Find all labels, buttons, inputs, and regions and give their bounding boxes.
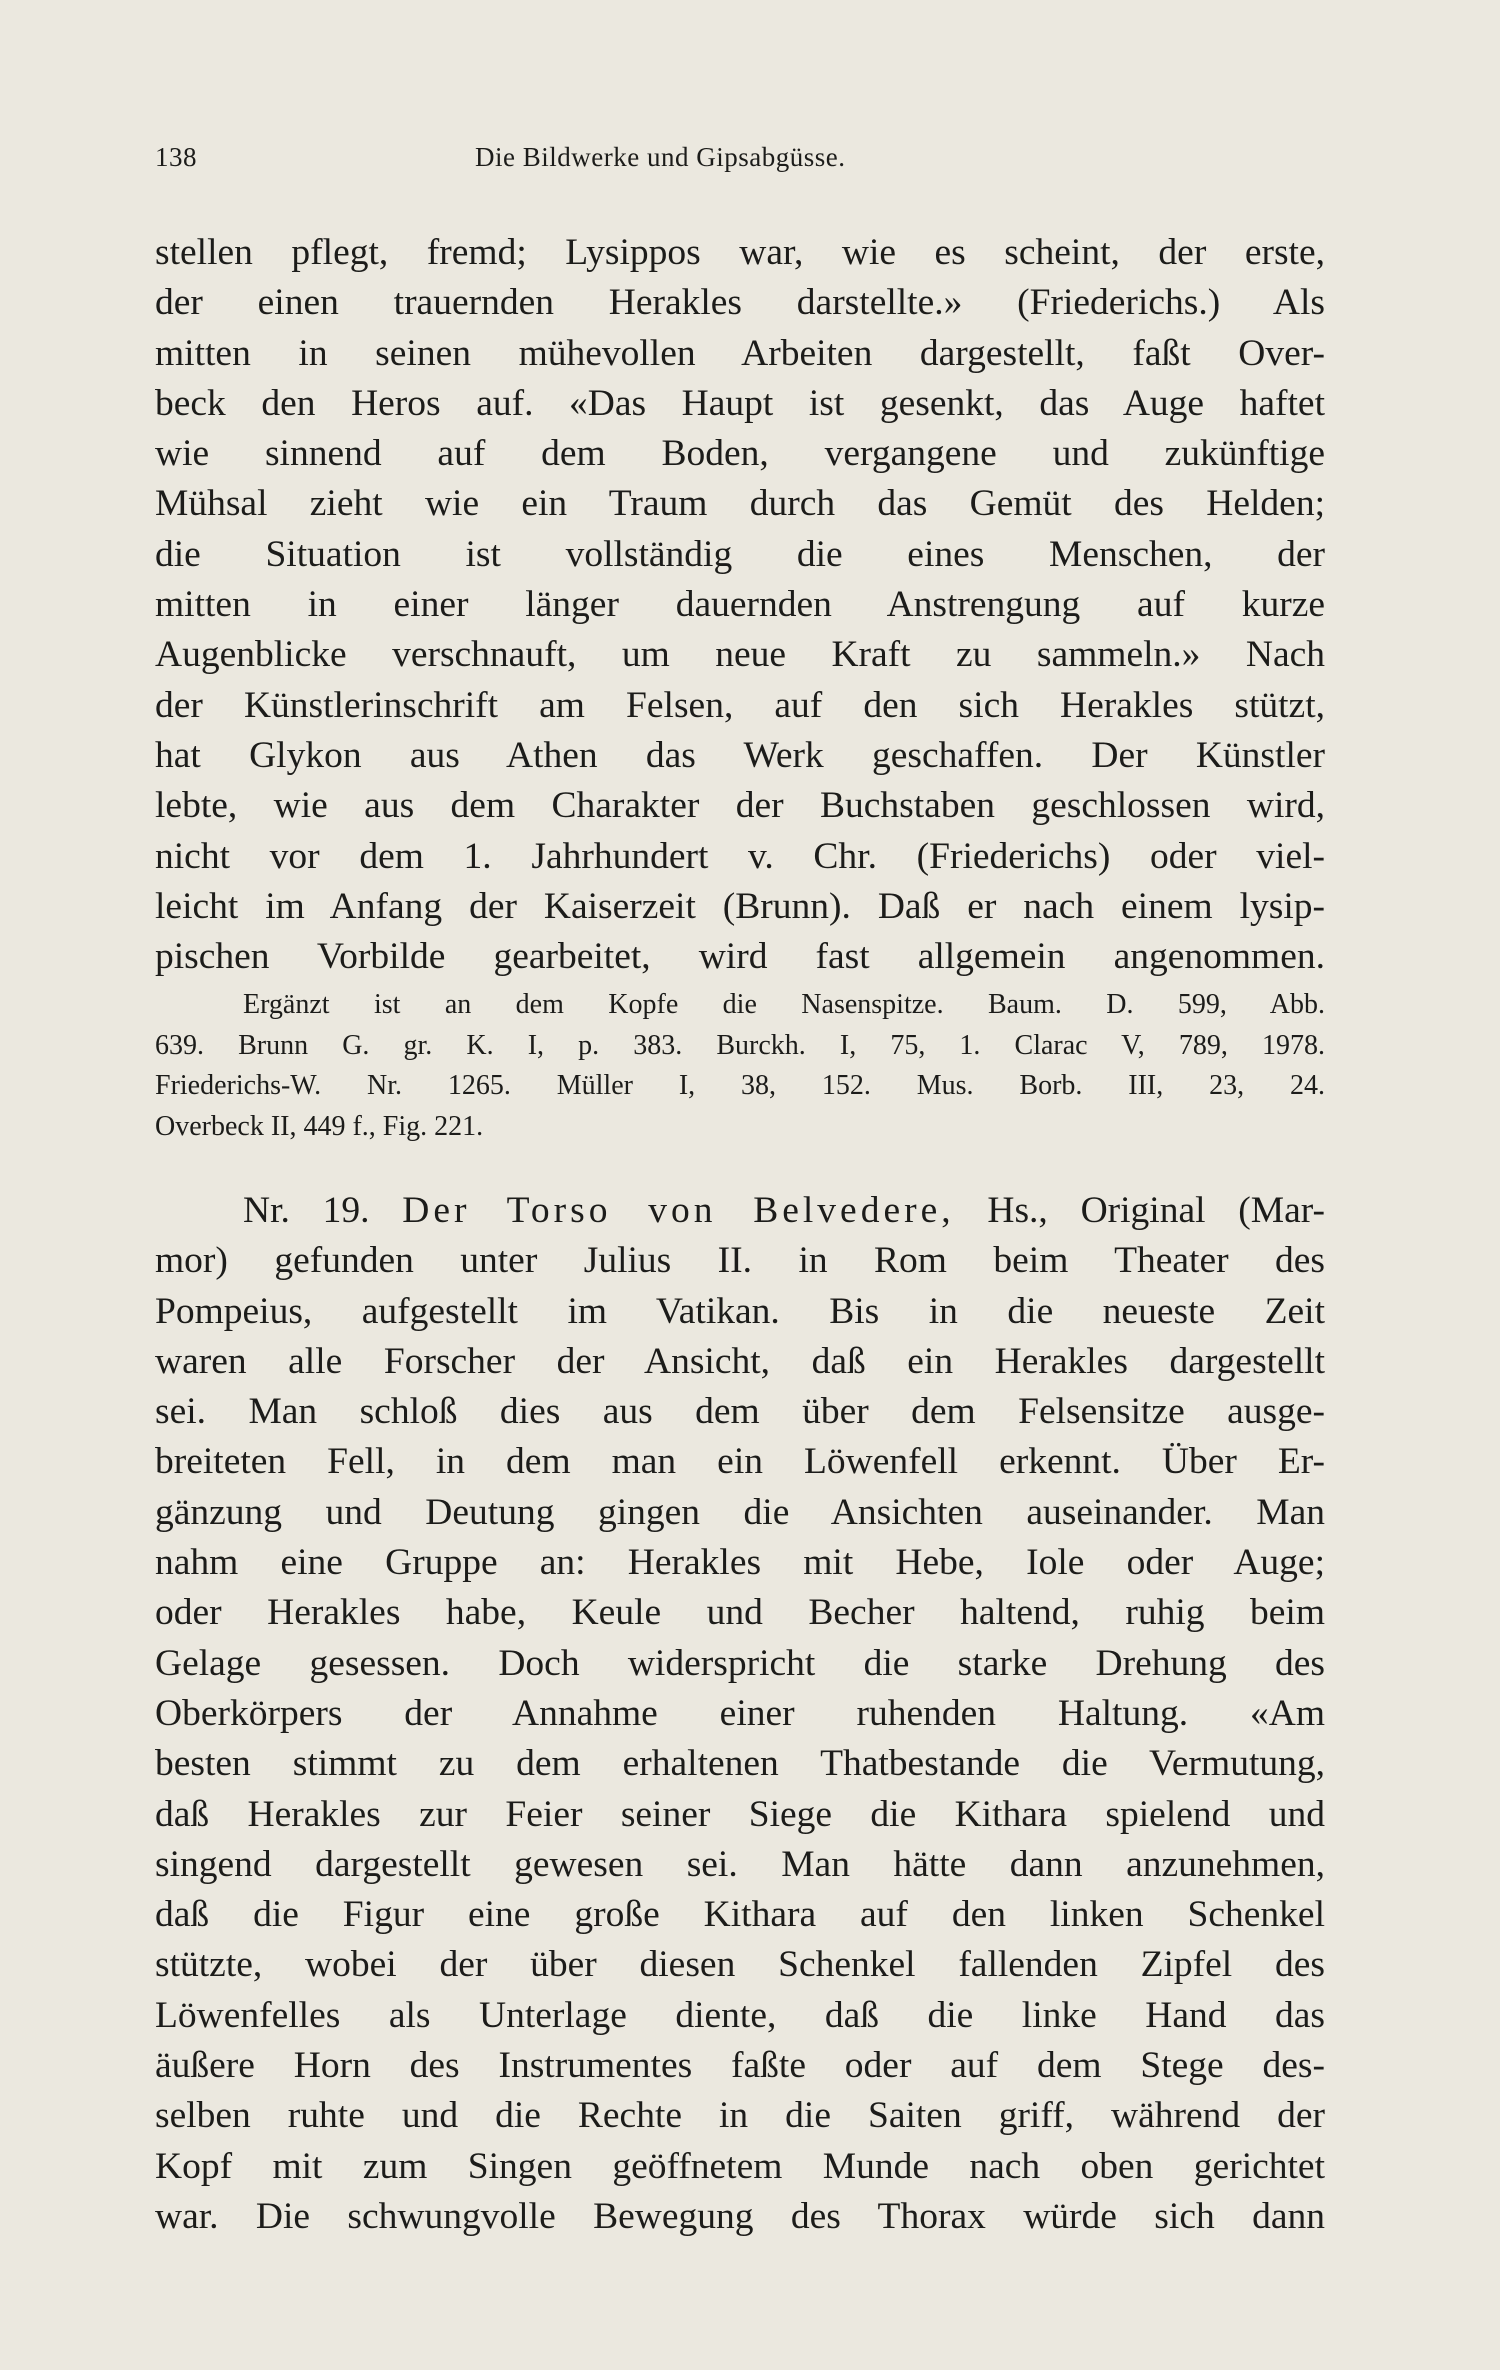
text-line: Augenblicke verschnauft, um neue Kraft zu sammeln.» Nach <box>155 634 1325 676</box>
reference-note <box>155 985 1325 1147</box>
running-title: Die Bildwerke und Gipsabgüsse. <box>475 142 846 172</box>
text-line: Kopf mit zum Singen geöffnetem Munde nach oben gerichtet <box>155 2145 1325 2187</box>
note-line: Friederichs-W. Nr. 1265. Müller I, 38, 152. Mus. Borb. III, 23, 24. <box>155 1070 1325 1101</box>
text-line: gänzung und Deutung gingen die Ansichten auseinander. Man <box>155 1491 1325 1533</box>
text-line: stellen pflegt, fremd; Lysippos war, wie es scheint, der erste, <box>155 232 1325 273</box>
text-line: hat Glykon aus Athen das Werk geschaffen. Der Künstler <box>155 734 1325 776</box>
note-line: 639. Brunn G. gr. K. I, p. 383. Burckh. I, 75, 1. Clarac V, 789, 1978. <box>155 1029 1325 1061</box>
page-header <box>155 142 1325 182</box>
text-line: pischen Vorbilde gearbeitet, wird fast allgemein angenommen. <box>155 936 1325 978</box>
text-line: stützte, wobei der über diesen Schenkel fallenden Zipfel des <box>155 1944 1325 1986</box>
text-line: mitten in einer länger dauernden Anstrengung auf kurze <box>155 584 1325 626</box>
entry-title: Der Torso von Belvedere, <box>402 1190 955 1231</box>
entry-heading-line <box>155 1186 1325 1236</box>
text-line: mitten in seinen mühevollen Arbeiten dargestellt, faßt Over- <box>155 332 1325 374</box>
entry-number: Nr. 19. <box>243 1190 370 1231</box>
entry-heading-rest: Hs., Original (Mar- <box>987 1190 1325 1231</box>
text-line: äußere Horn des Instrumentes faßte oder auf dem Stege des- <box>155 2045 1325 2087</box>
text-line: daß die Figur eine große Kithara auf den linken Schenkel <box>155 1894 1325 1936</box>
text-line: waren alle Forscher der Ansicht, daß ein Herakles dargestellt <box>155 1340 1325 1382</box>
text-line: breiteten Fell, in dem man ein Löwenfell erkennt. Über Er- <box>155 1441 1325 1483</box>
text-line: lebte, wie aus dem Charakter der Buchstaben geschlossen wird, <box>155 785 1325 827</box>
text-line: leicht im Anfang der Kaiserzeit (Brunn). Daß er nach einem lysip- <box>155 885 1325 927</box>
text-line: nahm eine Gruppe an: Herakles mit Hebe, Iole oder Auge; <box>155 1542 1325 1584</box>
text-line: der einen trauernden Herakles darstellte.» (Friederichs.) Als <box>155 282 1325 324</box>
text-line: singend dargestellt gewesen sei. Man hätte dann anzunehmen, <box>155 1843 1325 1885</box>
paragraph-2 <box>155 1186 1325 2242</box>
text-line: Gelage gesessen. Doch widerspricht die starke Drehung des <box>155 1642 1325 1684</box>
paragraph-1 <box>155 228 1325 982</box>
text-line: wie sinnend auf dem Boden, vergangene und zukünftige <box>155 433 1325 475</box>
text-line: nicht vor dem 1. Jahrhundert v. Chr. (Friederichs) oder viel- <box>155 835 1325 877</box>
note-line: Overbeck II, 449 f., Fig. 221. <box>155 1110 484 1142</box>
text-line: daß Herakles zur Feier seiner Siege die Kithara spielend und <box>155 1793 1325 1835</box>
page-number: 138 <box>155 142 197 172</box>
text-line: besten stimmt zu dem erhaltenen Thatbestande die Vermutung, <box>155 1743 1325 1785</box>
text-line: Mühsal zieht wie ein Traum durch das Gemüt des Helden; <box>155 483 1325 525</box>
text-line: mor) gefunden unter Julius II. in Rom beim Theater des <box>155 1240 1325 1282</box>
text-line: selben ruhte und die Rechte in die Saiten griff, während der <box>155 2095 1325 2137</box>
text-line: Löwenfelles als Unterlage diente, daß die linke Hand das <box>155 1994 1325 2036</box>
text-line: sei. Man schloß dies aus dem über dem Felsensitze ausge- <box>155 1391 1325 1433</box>
text-line: war. Die schwungvolle Bewegung des Thorax würde sich dann <box>155 2195 1325 2237</box>
text-line: beck den Heros auf. «Das Haupt ist gesenkt, das Auge haftet <box>155 382 1325 424</box>
text-line: Oberkörpers der Annahme einer ruhenden Haltung. «Am <box>155 1692 1325 1734</box>
note-line: Ergänzt ist an dem Kopfe die Nasenspitze. Baum. D. 599, Abb. <box>243 989 1325 1020</box>
text-line: oder Herakles habe, Keule und Becher haltend, ruhig beim <box>155 1592 1325 1634</box>
text-line: der Künstlerinschrift am Felsen, auf den sich Herakles stützt, <box>155 684 1325 726</box>
text-line: Pompeius, aufgestellt im Vatikan. Bis in die neueste Zeit <box>155 1290 1325 1332</box>
text-line: die Situation ist vollständig die eines Menschen, der <box>155 533 1325 575</box>
